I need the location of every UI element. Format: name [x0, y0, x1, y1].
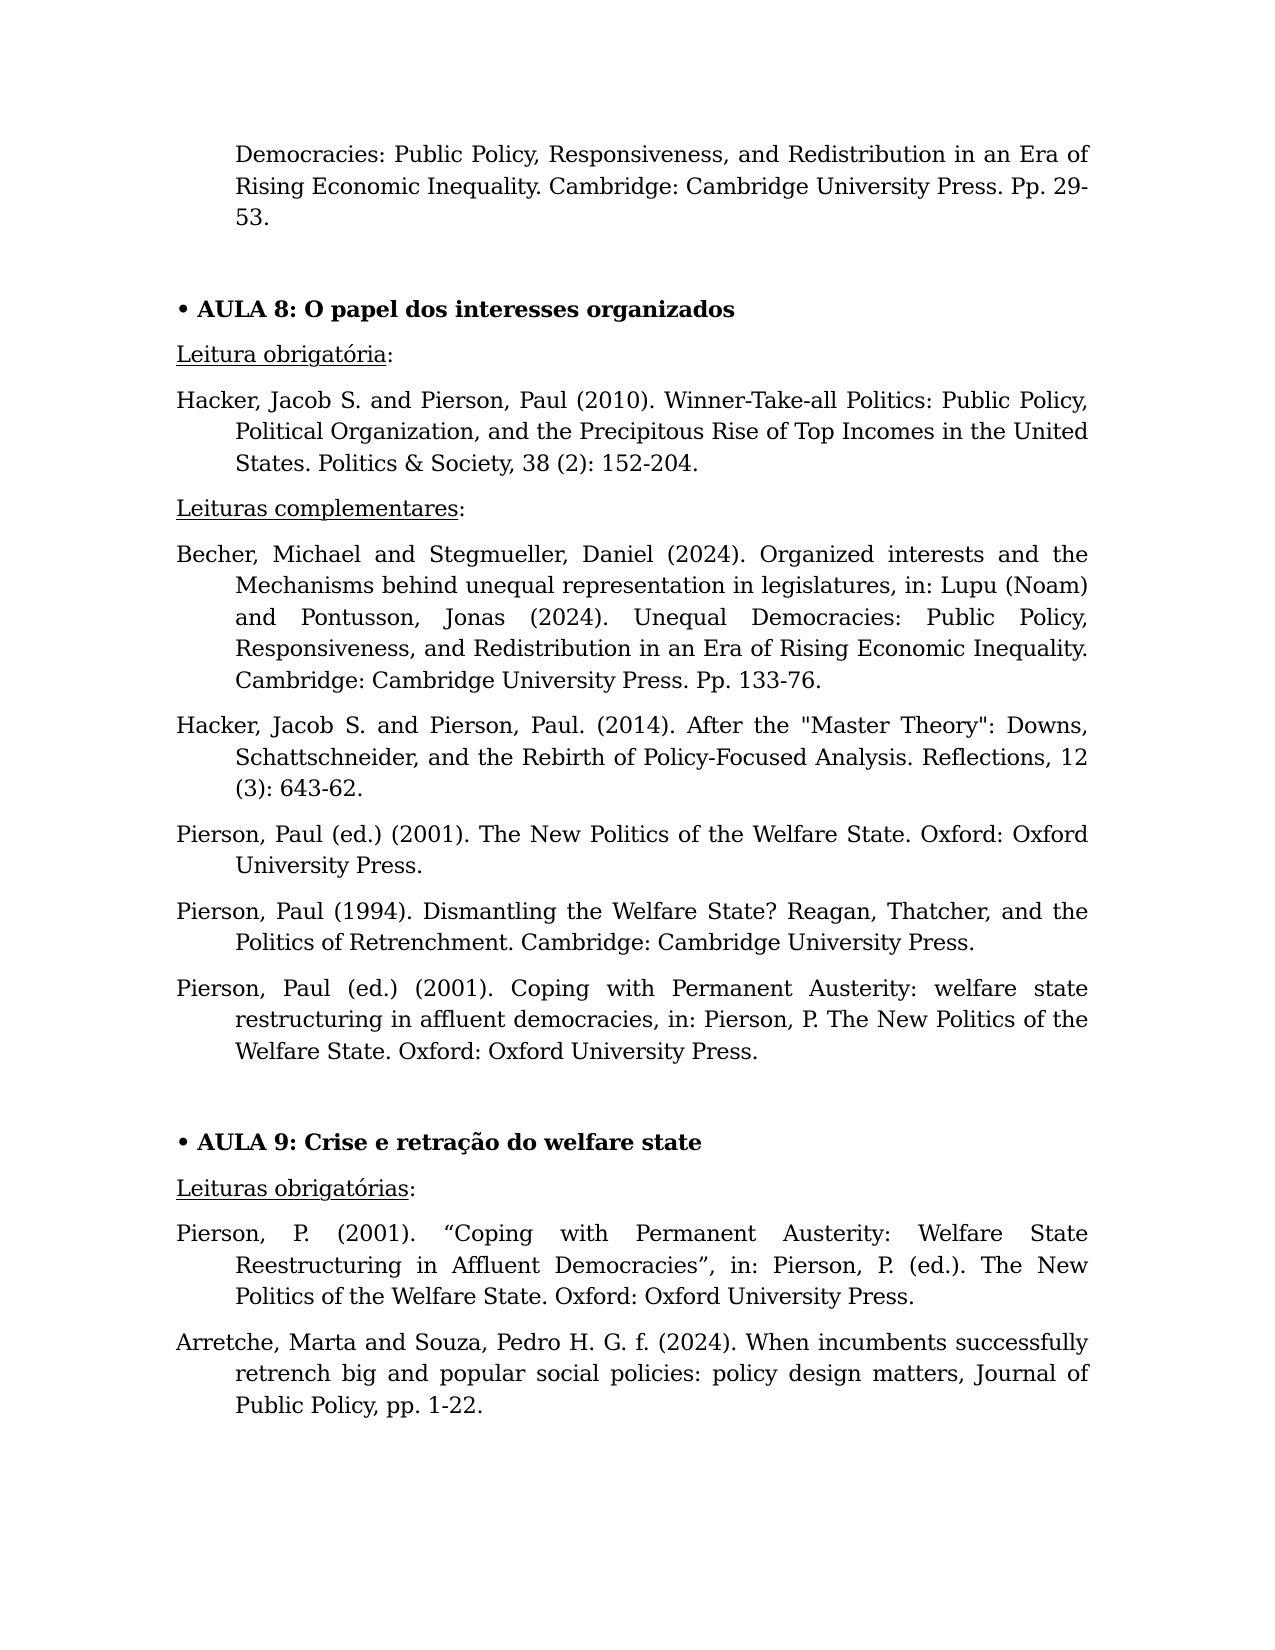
aula8-complementary-ref-4: Pierson, Paul (1994). Dismantling the Welfare State? Reagan, Thatcher, and the Politics of Retrenchment. Cambridge: Cambridge University Press.	[176, 898, 1088, 956]
aula9-required-ref-1: Pierson, P. (2001). “Coping with Permanent Austerity: Welfare State Reestructuring in Affluent Democracies”, in: Pierson, P. (ed.). The New Politics of the Welfare State. Oxford: Oxford University Press.	[176, 1221, 1088, 1310]
aula8-complementary-ref-3: Pierson, Paul (ed.) (2001). The New Politics of the Welfare State. Oxford: Oxford University Press.	[176, 821, 1088, 879]
continued-reference: Democracies: Public Policy, Responsiveness, and Redistribution in an Era of Rising Economic Inequality. Cambridge: Cambridge University Press. Pp. 29-53.	[235, 142, 1088, 231]
aula8-complementary-ref-5: Pierson, Paul (ed.) (2001). Coping with Permanent Austerity: welfare state restructuring in affluent democracies, in: Pierson, P. The New Politics of the Welfare State. Oxford: Oxford University Press.	[176, 975, 1088, 1065]
aula8-complementary-ref-2: Hacker, Jacob S. and Pierson, Paul. (2014). After the "Master Theory": Downs, Schattschneider, and the Rebirth of Policy-Focused Analysis. Reflections, 12 (3): 643-62.	[176, 713, 1088, 802]
document-page	[176, 140, 1088, 1436]
aula8-heading	[176, 295, 1088, 327]
aula8-title: AULA 8: O papel dos interesses organizados	[197, 296, 735, 323]
aula8-required-ref-1: Hacker, Jacob S. and Pierson, Paul (2010). Winner-Take-all Politics: Public Policy, Political Organization, and the Precipitous Rise of Top Incomes in the United States. Politics & Society, 38 (2): 152-204.	[176, 387, 1088, 477]
aula9-required-label: Leituras obrigatórias:	[176, 1175, 416, 1202]
aula8-required-label: Leitura obrigatória:	[176, 342, 394, 368]
bullet-icon: •	[176, 1130, 190, 1156]
aula8-complementary-label: Leituras complementares:	[176, 496, 466, 522]
aula9-heading	[176, 1128, 1088, 1160]
section-gap	[176, 1082, 1088, 1128]
aula8-complementary-ref-1: Becher, Michael and Stegmueller, Daniel (2024). Organized interests and the Mechanisms behind unequal representation in legislatures, in: Lupu (Noam) and Pontusson, Jonas (2024). Unequal Democracies: Public Policy, Responsiveness, and Redistribution in an Era of Rising Economic Inequality. Cambridge: Cambridge University Press. Pp. 133-76.	[176, 541, 1088, 694]
aula9-title: AULA 9: Crise e retração do welfare state	[197, 1130, 702, 1156]
bullet-icon: •	[176, 296, 190, 323]
aula9-required-ref-2: Arretche, Marta and Souza, Pedro H. G. f. (2024). When incumbents successfully retrench big and popular social policies: policy design matters, Journal of Public Policy, pp. 1-22.	[176, 1329, 1088, 1419]
section-gap	[176, 249, 1088, 295]
